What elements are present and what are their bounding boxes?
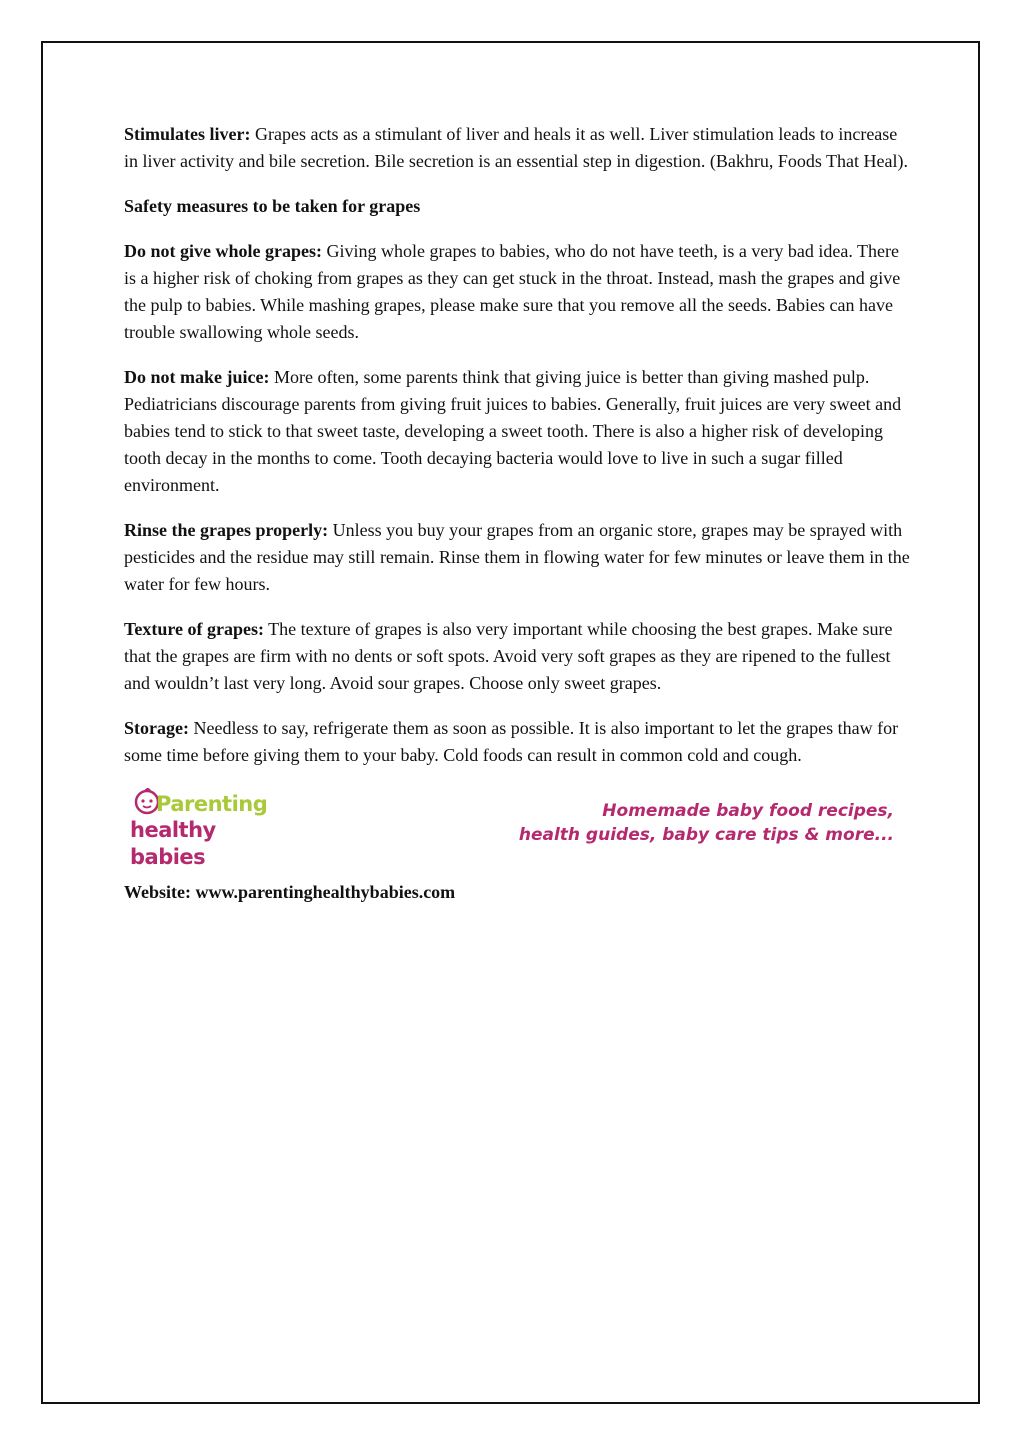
paragraph-text: Giving whole grapes to babies, who do not have teeth, is a very bad idea. There is a higher risk of choking from grapes as they can get stuck in the throat. Instead, mash the grapes and give the pulp to babies. While mashing grapes, please make sure that you remove all the seeds. Babies can have trouble swallowing whole seeds. — [124, 241, 901, 342]
paragraph-texture — [124, 616, 914, 697]
paragraph-label: Rinse the grapes properly: — [124, 520, 329, 540]
document-body — [124, 121, 914, 924]
brand-logo — [130, 787, 290, 869]
paragraph-text: Grapes acts as a stimulant of liver and heals it as well. Liver stimulation leads to increase in liver activity and bile secretion. Bile secretion is an essential step in digestion. (Bakhru, Foods That Heal). — [124, 124, 908, 171]
paragraph-label: Do not give whole grapes: — [124, 241, 322, 261]
paragraph-label: Stimulates liver: — [124, 124, 251, 144]
paragraph-label: Texture of grapes: — [124, 619, 264, 639]
paragraph-stimulates-liver — [124, 121, 914, 175]
paragraph-label: Storage: — [124, 718, 189, 738]
tagline-line: Homemade baby food recipes, — [602, 801, 894, 821]
section-heading — [124, 193, 914, 220]
logo-text-parenting: Parenting — [156, 792, 268, 816]
logo-text-healthy-babies: healthy babies — [130, 818, 216, 869]
paragraph-whole-grapes — [124, 238, 914, 346]
section-heading-text: Safety measures to be taken for grapes — [124, 196, 421, 216]
paragraph-rinse — [124, 517, 914, 598]
paragraph-text: The texture of grapes is also very important while choosing the best grapes. Make sure that the grapes are firm with no dents or soft spots. Avoid very soft grapes as they are ripened to the fullest and wouldn’t last very long. Avoid sour grapes. Choose only sweet grapes. — [124, 619, 893, 693]
brand-tagline — [519, 799, 894, 847]
brand-banner — [124, 787, 914, 867]
paragraph-storage — [124, 715, 914, 769]
website-line: Website: www.parentinghealthybabies.com — [124, 882, 456, 902]
paragraph-juice — [124, 364, 914, 499]
paragraph-text: Needless to say, refrigerate them as soon as possible. It is also important to let the grapes thaw for some time before giving them to your baby. Cold foods can result in common cold and cough. — [124, 718, 899, 765]
paragraph-text: Unless you buy your grapes from an organic store, grapes may be sprayed with pesticides and the residue may still remain. Rinse them in flowing water for few minutes or leave them in the water for few hours. — [124, 520, 910, 594]
tagline-line: health guides, baby care tips & more... — [518, 825, 894, 845]
paragraph-label: Do not make juice: — [124, 367, 270, 387]
paragraph-text: More often, some parents think that giving juice is better than giving mashed pulp. Pediatricians discourage parents from giving fruit juices to babies. Generally, fruit juices are very sweet and babies tend to stick to that sweet taste, developing a sweet tooth. There is also a higher risk of developing tooth decay in the months to come. Tooth decaying bacteria would love to live in such a sugar filled environment. — [124, 367, 902, 495]
